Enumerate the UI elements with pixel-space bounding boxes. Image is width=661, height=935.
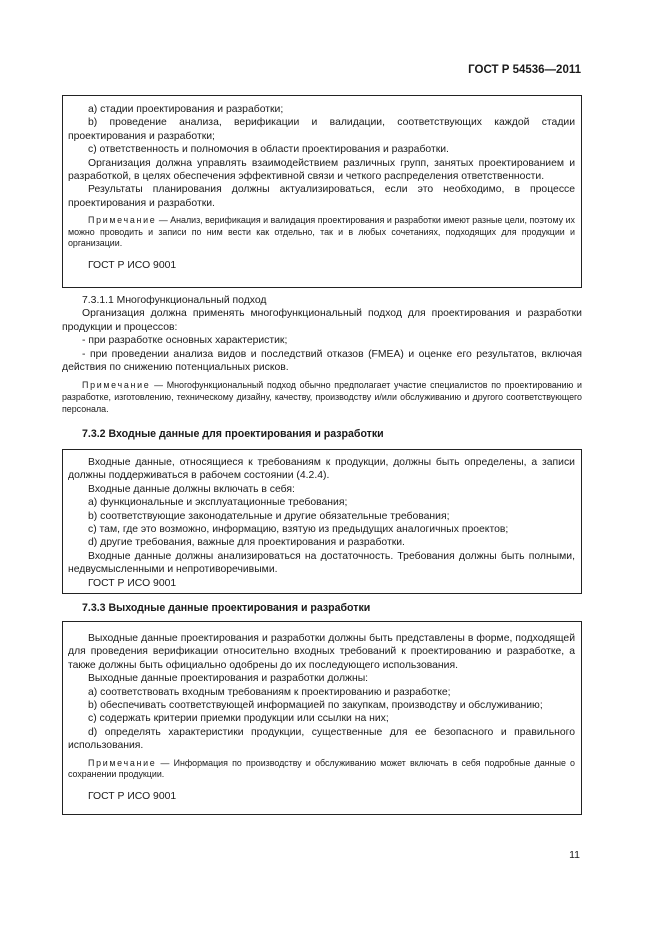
standard-reference: ГОСТ Р ИСО 9001 (88, 260, 177, 272)
paragraph: Входные данные, относящиеся к требованиям к продукции, должны быть определены, а записи должны поддерживаться в рабочем состоянии (4.2.4). (68, 457, 575, 482)
quoted-standard-box-2 (62, 449, 582, 594)
note-text: — Анализ, верификация и валидация проектирования и разработки имеют разные цели, поэтому их можно проводить и записи по ним вести как отдельно, так и в любых сочетаниях, подходящих для продукции и организации. (68, 215, 575, 249)
page-number: 11 (569, 849, 580, 861)
note (62, 380, 582, 415)
list-item: c) содержать критерии приемки продукции или ссылки на них; (88, 713, 389, 725)
section-heading-7-3-2: 7.3.2 Входные данные для проектирования и разработки (82, 428, 384, 440)
quoted-standard-box-3 (62, 621, 582, 815)
paragraph: Входные данные должны анализироваться на достаточность. Требования должны быть полными, недвусмысленными и непротиворечивыми. (68, 550, 575, 576)
note-label: Примечание (88, 757, 157, 768)
standard-reference: ГОСТ Р ИСО 9001 (88, 790, 177, 802)
section-7-3-1-1 (62, 294, 582, 415)
section-heading: 7.3.1.1 Многофункциональный подход (82, 295, 267, 306)
list-item: b) проведение анализа, верификации и валидации, соответствующих каждой стадии проектирования и разработки; (68, 117, 575, 142)
list-item: c) там, где это возможно, информацию, взятую из предыдущих аналогичных проектов; (88, 524, 509, 536)
list-item: d) определять характеристики продукции, существенные для ее безопасного и правильного использования. (68, 726, 575, 752)
paragraph: Организация должна управлять взаимодействием различных групп, занятых проектированием и разработкой, в целях обеспечения эффективной связи и четкого распределения ответственности. (68, 157, 575, 183)
list-item: a) функциональные и эксплуатационные требования; (88, 497, 348, 509)
list-item: a) соответствовать входным требованиям к проектированию и разработке; (88, 686, 451, 698)
note-text: — Многофункциональный подход обычно предполагает участие специалистов по проектированию и разработке, изготовлению, техническому дизайну, качеству, производству и/или обслуживанию и другого соответствующего персонала. (62, 380, 582, 414)
paragraph: Входные данные должны включать в себя: (88, 483, 295, 495)
standard-reference: ГОСТ Р ИСО 9001 (88, 577, 177, 589)
note-label: Примечание (82, 380, 151, 391)
paragraph: Выходные данные проектирования и разработки должны быть представлены в форме, подходящей для проведения верификации относительно входных требований к проектированию и разработке, а также должны быть официально одобрены до их последующего использования. (68, 633, 575, 671)
note (68, 215, 575, 250)
list-item: - при проведении анализа видов и последствий отказов (FMEA) и оценке его результатов, включая действия по снижению потенциальных рисков. (62, 348, 582, 374)
section-heading-7-3-3: 7.3.3 Выходные данные проектирования и разработки (82, 602, 371, 614)
document-code-header: ГОСТ Р 54536—2011 (468, 64, 581, 76)
quoted-standard-box-1 (62, 95, 582, 288)
paragraph: Выходные данные проектирования и разработки должны: (88, 673, 369, 685)
paragraph: Результаты планирования должны актуализироваться, если это необходимо, в процессе проектирования и разработки. (68, 184, 575, 209)
list-item: b) соответствующие законодательные и другие обязательные требования; (88, 510, 450, 522)
list-item: а) стадии проектирования и разработки; (88, 104, 284, 115)
list-item: c) ответственность и полномочия в области проектирования и разработки. (88, 144, 449, 156)
list-item: b) обеспечивать соответствующей информацией по закупкам, производству и обслуживанию; (88, 700, 543, 712)
list-item: - при разработке основных характеристик; (82, 335, 288, 347)
list-item: d) другие требования, важные для проектирования и разработки. (88, 537, 405, 549)
paragraph: Организация должна применять многофункциональный подход для проектирования и разработки продукции и процессов: (62, 308, 582, 333)
note-text: — Информация по производству и обслуживанию может включать в себя подробные данные о сохранении продукции. (68, 757, 575, 780)
note (68, 758, 575, 781)
note-label: Примечание (88, 215, 157, 226)
